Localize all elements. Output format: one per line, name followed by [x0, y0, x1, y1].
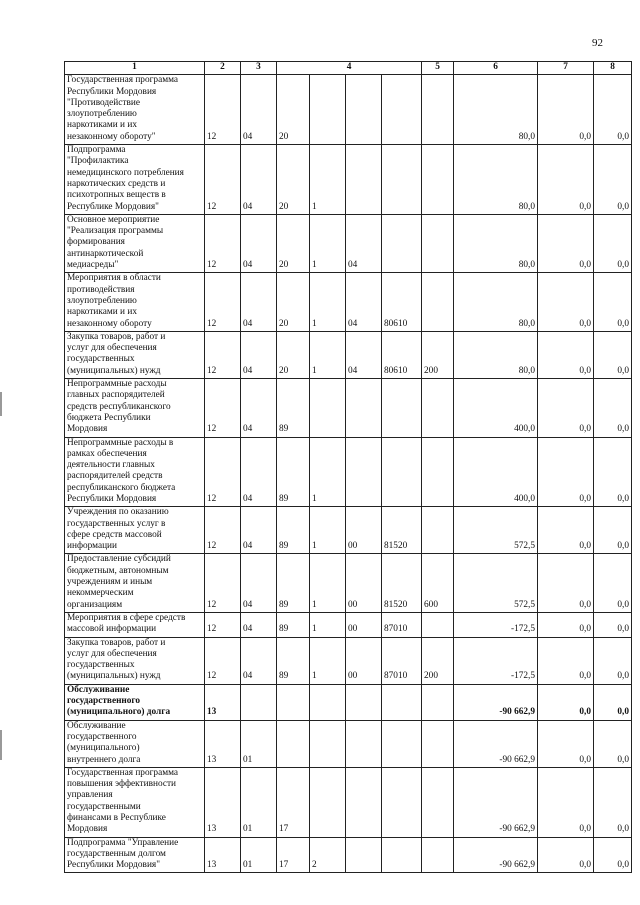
cell-amount: -90 662,9 [454, 837, 538, 873]
cell-name: Мероприятия в области противодействия злоупотреблению наркотиками и их незаконному обороту [65, 273, 205, 331]
cell-c4 [382, 379, 422, 437]
table-row [65, 437, 632, 507]
cell-c2: 1 [310, 507, 346, 554]
cell-name: Мероприятия в сфере средств массовой информации [65, 612, 205, 637]
table-row [65, 767, 632, 837]
cell-vr [422, 75, 454, 145]
cell-vr [422, 214, 454, 272]
cell-c1: 20 [277, 75, 310, 145]
table-row [65, 214, 632, 272]
cell-pr: 01 [241, 837, 277, 873]
column-header: 6 [454, 62, 538, 75]
cell-vr [422, 379, 454, 437]
cell-c2: 1 [310, 554, 346, 612]
cell-name: Непрограммные расходы главных распорядителей средств республиканского бюджета Республики Мордовия [65, 379, 205, 437]
cell-c8: 0,0 [594, 612, 632, 637]
cell-rz: 12 [205, 145, 241, 215]
cell-pr: 04 [241, 507, 277, 554]
header-row [65, 62, 632, 75]
cell-amount: -172,5 [454, 612, 538, 637]
cell-c2: 1 [310, 637, 346, 684]
table-body [65, 75, 632, 873]
table-row [65, 837, 632, 873]
cell-pr: 01 [241, 720, 277, 767]
cell-vr [422, 837, 454, 873]
cell-c2: 1 [310, 437, 346, 507]
cell-c7: 0,0 [538, 720, 594, 767]
cell-pr: 04 [241, 273, 277, 331]
column-header: 8 [594, 62, 632, 75]
cell-name: Подпрограмма "Профилактика немедицинского потребления наркотических средств и психотропных веществ в Республике Мордовия" [65, 145, 205, 215]
cell-c4 [382, 214, 422, 272]
cell-name: Государственная программа повышения эффективности управления государственными финансами в Республике Мордовия [65, 767, 205, 837]
cell-c1: 20 [277, 145, 310, 215]
cell-amount: 80,0 [454, 273, 538, 331]
cell-c8: 0,0 [594, 214, 632, 272]
table-row [65, 273, 632, 331]
cell-c1: 17 [277, 767, 310, 837]
cell-c7: 0,0 [538, 767, 594, 837]
cell-c1: 89 [277, 437, 310, 507]
cell-vr: 200 [422, 331, 454, 378]
cell-amount: 572,5 [454, 507, 538, 554]
cell-rz: 12 [205, 379, 241, 437]
cell-c1: 89 [277, 379, 310, 437]
cell-rz: 12 [205, 331, 241, 378]
cell-c3: 00 [346, 507, 382, 554]
cell-name: Подпрограмма "Управление государственным долгом Республики Мордовия" [65, 837, 205, 873]
cell-c4: 87010 [382, 637, 422, 684]
cell-c8: 0,0 [594, 720, 632, 767]
budget-table [64, 61, 632, 873]
cell-rz: 13 [205, 720, 241, 767]
cell-amount: 400,0 [454, 437, 538, 507]
scan-margin-mark [0, 392, 2, 416]
cell-c4: 81520 [382, 507, 422, 554]
cell-c8: 0,0 [594, 145, 632, 215]
cell-amount: 80,0 [454, 331, 538, 378]
cell-rz: 12 [205, 554, 241, 612]
page-number: 92 [592, 37, 603, 49]
cell-pr: 04 [241, 612, 277, 637]
cell-c4: 87010 [382, 612, 422, 637]
cell-c7: 0,0 [538, 437, 594, 507]
cell-c2: 1 [310, 214, 346, 272]
cell-c7: 0,0 [538, 507, 594, 554]
cell-c3: 00 [346, 554, 382, 612]
cell-amount: -90 662,9 [454, 767, 538, 837]
cell-c2 [310, 767, 346, 837]
cell-pr: 04 [241, 331, 277, 378]
cell-rz: 12 [205, 507, 241, 554]
cell-c8: 0,0 [594, 75, 632, 145]
table-row [65, 637, 632, 684]
cell-c1: 89 [277, 554, 310, 612]
cell-pr: 04 [241, 379, 277, 437]
cell-c1: 20 [277, 214, 310, 272]
cell-c4 [382, 767, 422, 837]
cell-c8: 0,0 [594, 684, 632, 720]
cell-c2: 2 [310, 837, 346, 873]
cell-pr: 04 [241, 75, 277, 145]
cell-c3: 04 [346, 273, 382, 331]
cell-name: Учреждения по оказанию государственных услуг в сфере средств массовой информации [65, 507, 205, 554]
cell-c8: 0,0 [594, 507, 632, 554]
cell-c3: 00 [346, 637, 382, 684]
column-header: 1 [65, 62, 205, 75]
cell-amount: -90 662,9 [454, 684, 538, 720]
cell-c7: 0,0 [538, 637, 594, 684]
cell-pr [241, 684, 277, 720]
cell-c2 [310, 684, 346, 720]
cell-c8: 0,0 [594, 554, 632, 612]
cell-amount: 80,0 [454, 75, 538, 145]
cell-vr [422, 767, 454, 837]
cell-c2: 1 [310, 145, 346, 215]
column-header: 5 [422, 62, 454, 75]
cell-c4 [382, 437, 422, 507]
cell-rz: 12 [205, 214, 241, 272]
column-header: 4 [277, 62, 422, 75]
cell-pr: 04 [241, 214, 277, 272]
cell-rz: 12 [205, 273, 241, 331]
cell-vr: 600 [422, 554, 454, 612]
cell-c4 [382, 684, 422, 720]
cell-amount: -172,5 [454, 637, 538, 684]
cell-c2 [310, 379, 346, 437]
column-header: 3 [241, 62, 277, 75]
cell-rz: 12 [205, 612, 241, 637]
cell-c1 [277, 720, 310, 767]
cell-c2: 1 [310, 331, 346, 378]
cell-c3: 00 [346, 612, 382, 637]
cell-c1: 17 [277, 837, 310, 873]
column-header: 7 [538, 62, 594, 75]
table-row [65, 554, 632, 612]
cell-vr: 200 [422, 637, 454, 684]
cell-c7: 0,0 [538, 612, 594, 637]
cell-vr [422, 507, 454, 554]
cell-vr [422, 684, 454, 720]
cell-c8: 0,0 [594, 837, 632, 873]
cell-c7: 0,0 [538, 837, 594, 873]
cell-c7: 0,0 [538, 75, 594, 145]
cell-c3 [346, 437, 382, 507]
table-row [65, 720, 632, 767]
cell-c2 [310, 720, 346, 767]
table-row [65, 684, 632, 720]
cell-c3 [346, 720, 382, 767]
cell-c4 [382, 75, 422, 145]
cell-c7: 0,0 [538, 684, 594, 720]
cell-c3: 04 [346, 214, 382, 272]
cell-name: Закупка товаров, работ и услуг для обеспечения государственных (муниципальных) нужд [65, 637, 205, 684]
table-row [65, 507, 632, 554]
cell-rz: 12 [205, 637, 241, 684]
cell-amount: 80,0 [454, 145, 538, 215]
cell-c8: 0,0 [594, 637, 632, 684]
table-row [65, 379, 632, 437]
cell-name: Предоставление субсидий бюджетным, автономным учреждениям и иным некоммерческим организациям [65, 554, 205, 612]
cell-name: Закупка товаров, работ и услуг для обеспечения государственных (муниципальных) нужд [65, 331, 205, 378]
cell-c4: 80610 [382, 273, 422, 331]
cell-vr [422, 720, 454, 767]
cell-c3 [346, 379, 382, 437]
cell-c8: 0,0 [594, 273, 632, 331]
cell-rz: 12 [205, 437, 241, 507]
cell-name: Обслуживание государственного (муниципального) внутреннего долга [65, 720, 205, 767]
cell-rz: 13 [205, 837, 241, 873]
cell-pr: 04 [241, 145, 277, 215]
cell-vr [422, 273, 454, 331]
cell-c3 [346, 837, 382, 873]
scan-margin-mark [0, 730, 2, 760]
cell-c7: 0,0 [538, 554, 594, 612]
cell-c7: 0,0 [538, 214, 594, 272]
cell-c1 [277, 684, 310, 720]
cell-c4 [382, 837, 422, 873]
column-header: 2 [205, 62, 241, 75]
cell-c4 [382, 720, 422, 767]
cell-pr: 04 [241, 554, 277, 612]
cell-amount: 572,5 [454, 554, 538, 612]
table-row [65, 145, 632, 215]
cell-name: Государственная программа Республики Мордовия "Противодействие злоупотреблению наркотиками и их незаконному обороту" [65, 75, 205, 145]
cell-pr: 04 [241, 437, 277, 507]
cell-rz: 13 [205, 684, 241, 720]
cell-amount: 80,0 [454, 214, 538, 272]
cell-name: Обслуживание государственного (муниципального) долга [65, 684, 205, 720]
cell-c8: 0,0 [594, 437, 632, 507]
cell-vr [422, 437, 454, 507]
cell-c3 [346, 75, 382, 145]
cell-c8: 0,0 [594, 379, 632, 437]
cell-c1: 89 [277, 507, 310, 554]
cell-c3: 04 [346, 331, 382, 378]
cell-c2: 1 [310, 273, 346, 331]
cell-c1: 20 [277, 273, 310, 331]
cell-c3 [346, 684, 382, 720]
cell-c1: 20 [277, 331, 310, 378]
cell-c4: 81520 [382, 554, 422, 612]
cell-c1: 89 [277, 637, 310, 684]
cell-name: Непрограммные расходы в рамках обеспечения деятельности главных распорядителей средств республиканского бюджета Республики Мордовия [65, 437, 205, 507]
cell-name: Основное мероприятие "Реализация программы формирования антинаркотической медиасреды" [65, 214, 205, 272]
cell-c3 [346, 767, 382, 837]
cell-pr: 04 [241, 637, 277, 684]
cell-c8: 0,0 [594, 767, 632, 837]
cell-amount: -90 662,9 [454, 720, 538, 767]
cell-c3 [346, 145, 382, 215]
table-row [65, 75, 632, 145]
cell-vr [422, 612, 454, 637]
cell-c7: 0,0 [538, 331, 594, 378]
cell-c2 [310, 75, 346, 145]
cell-c1: 89 [277, 612, 310, 637]
cell-pr: 01 [241, 767, 277, 837]
cell-c7: 0,0 [538, 145, 594, 215]
cell-c2: 1 [310, 612, 346, 637]
cell-rz: 13 [205, 767, 241, 837]
cell-c4: 80610 [382, 331, 422, 378]
cell-c8: 0,0 [594, 331, 632, 378]
cell-c7: 0,0 [538, 273, 594, 331]
cell-vr [422, 145, 454, 215]
cell-c7: 0,0 [538, 379, 594, 437]
cell-rz: 12 [205, 75, 241, 145]
cell-c4 [382, 145, 422, 215]
table-row [65, 612, 632, 637]
cell-amount: 400,0 [454, 379, 538, 437]
table-row [65, 331, 632, 378]
